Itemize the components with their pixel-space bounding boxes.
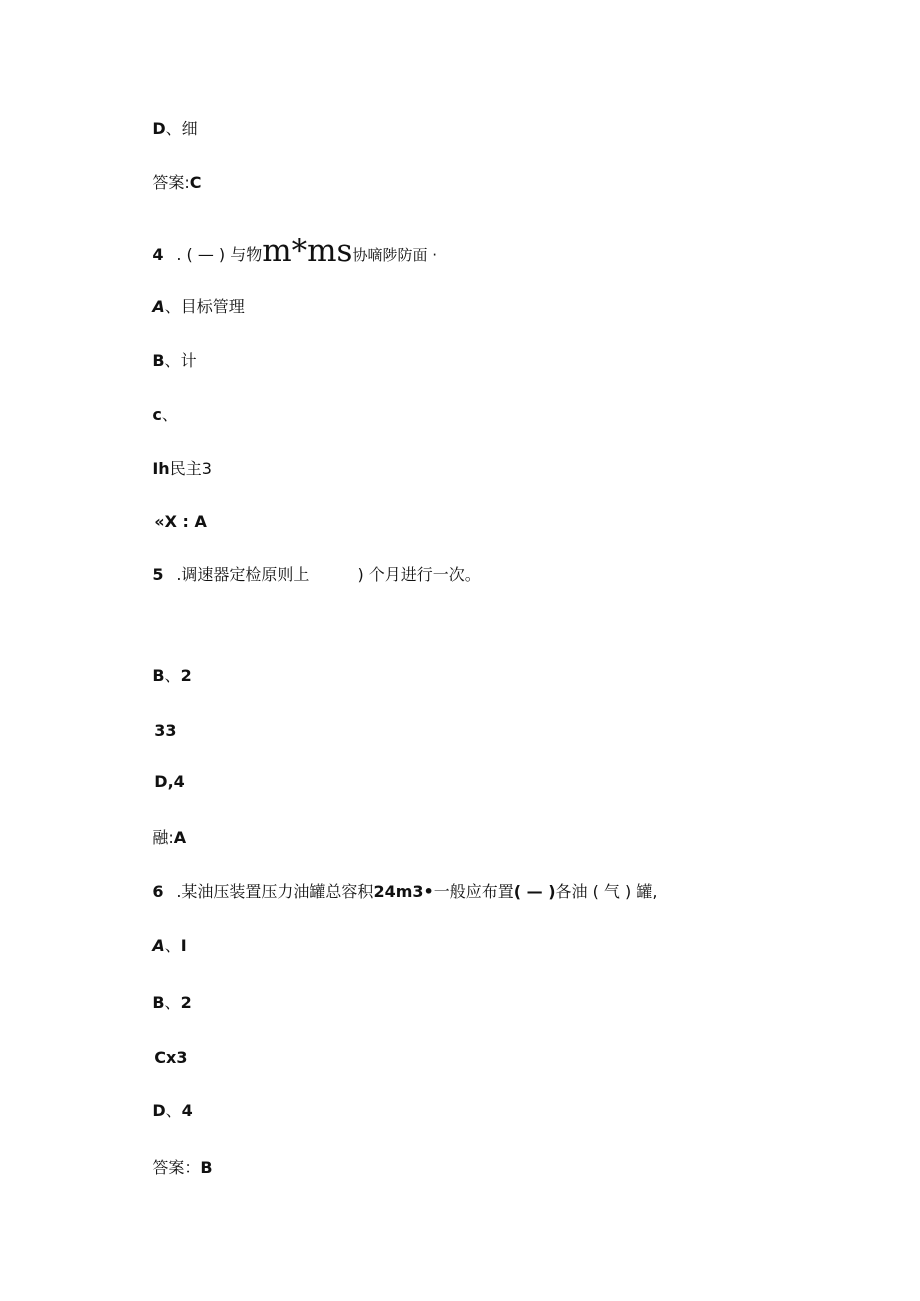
option-a-line — [132, 277, 245, 337]
option-text: 4 — [181, 1101, 193, 1120]
option-letter: B — [152, 351, 165, 370]
answer-line — [132, 492, 207, 552]
question-text-start: . ( — ) 与物 — [176, 245, 263, 264]
answer-text: «X : A — [154, 512, 207, 531]
option-b-line — [132, 331, 197, 391]
question-number: 4 — [152, 245, 164, 264]
option-d-line — [132, 99, 198, 159]
answer-value: C — [189, 173, 202, 192]
option-letter: Ih — [152, 459, 170, 478]
option-text: 民主3 — [169, 459, 212, 478]
option-separator: 、 — [164, 666, 181, 685]
option-separator: 、 — [164, 993, 181, 1012]
answer-label: 融: — [152, 828, 174, 847]
option-text: 2 — [180, 666, 192, 685]
answer-label: 答案： — [152, 1158, 201, 1177]
answer-label: 答案: — [152, 173, 190, 192]
option-text: I — [180, 936, 187, 955]
answer-value: B — [200, 1158, 213, 1177]
option-b-line — [132, 973, 192, 1033]
option-letter: A — [152, 297, 165, 316]
answer-line — [132, 808, 186, 868]
option-d-line — [132, 752, 185, 812]
option-text: 目标管理 — [180, 297, 245, 316]
answer-value: A — [173, 828, 187, 847]
answer-line — [132, 1138, 213, 1198]
option-letter: B — [152, 993, 165, 1012]
option-text: 2 — [180, 993, 192, 1012]
question-garbled-text: m*ms — [262, 233, 353, 269]
answer-line — [132, 153, 202, 213]
option-letter: D — [152, 1101, 166, 1120]
option-separator: 、 — [161, 405, 178, 424]
option-d-line — [132, 1081, 193, 1141]
option-d-line — [132, 439, 212, 499]
question-text-start: .某油压装置压力油罐总容积 — [176, 882, 374, 901]
option-separator: 、 — [164, 936, 181, 955]
option-separator: 、 — [165, 1101, 182, 1120]
question-blank: ( — ) — [513, 882, 556, 901]
question-text-start: .调速器定检原则上 — [176, 565, 310, 584]
option-separator: 、 — [164, 297, 181, 316]
question-number: 5 — [152, 565, 164, 584]
option-separator: 、 — [165, 119, 182, 138]
question-6 — [132, 862, 657, 922]
question-text-middle: 一般应布置 — [433, 882, 514, 901]
question-number: 6 — [152, 882, 164, 901]
question-quantity: 24m3• — [373, 882, 434, 901]
option-text: 33 — [154, 721, 177, 740]
option-text: D,4 — [154, 772, 185, 791]
question-text-end: 各油 ( 气 ) 罐, — [555, 882, 658, 901]
option-text: Cx3 — [154, 1048, 188, 1067]
question-text-end: ) 个月进行一次。 — [357, 565, 481, 584]
option-c-line — [132, 385, 178, 445]
option-letter: B — [152, 666, 165, 685]
question-text-end: 协嘀陟防面 · — [352, 246, 438, 264]
option-c-line — [132, 1028, 187, 1088]
option-letter: c — [152, 405, 162, 424]
option-a-line — [132, 916, 187, 976]
option-separator: 、 — [164, 351, 181, 370]
question-4 — [132, 221, 437, 285]
question-5 — [132, 545, 481, 605]
option-letter: A — [152, 936, 165, 955]
option-letter: D — [152, 119, 166, 138]
option-b-line — [132, 646, 192, 706]
option-text: 细 — [181, 119, 198, 138]
option-text: 计 — [180, 351, 197, 370]
